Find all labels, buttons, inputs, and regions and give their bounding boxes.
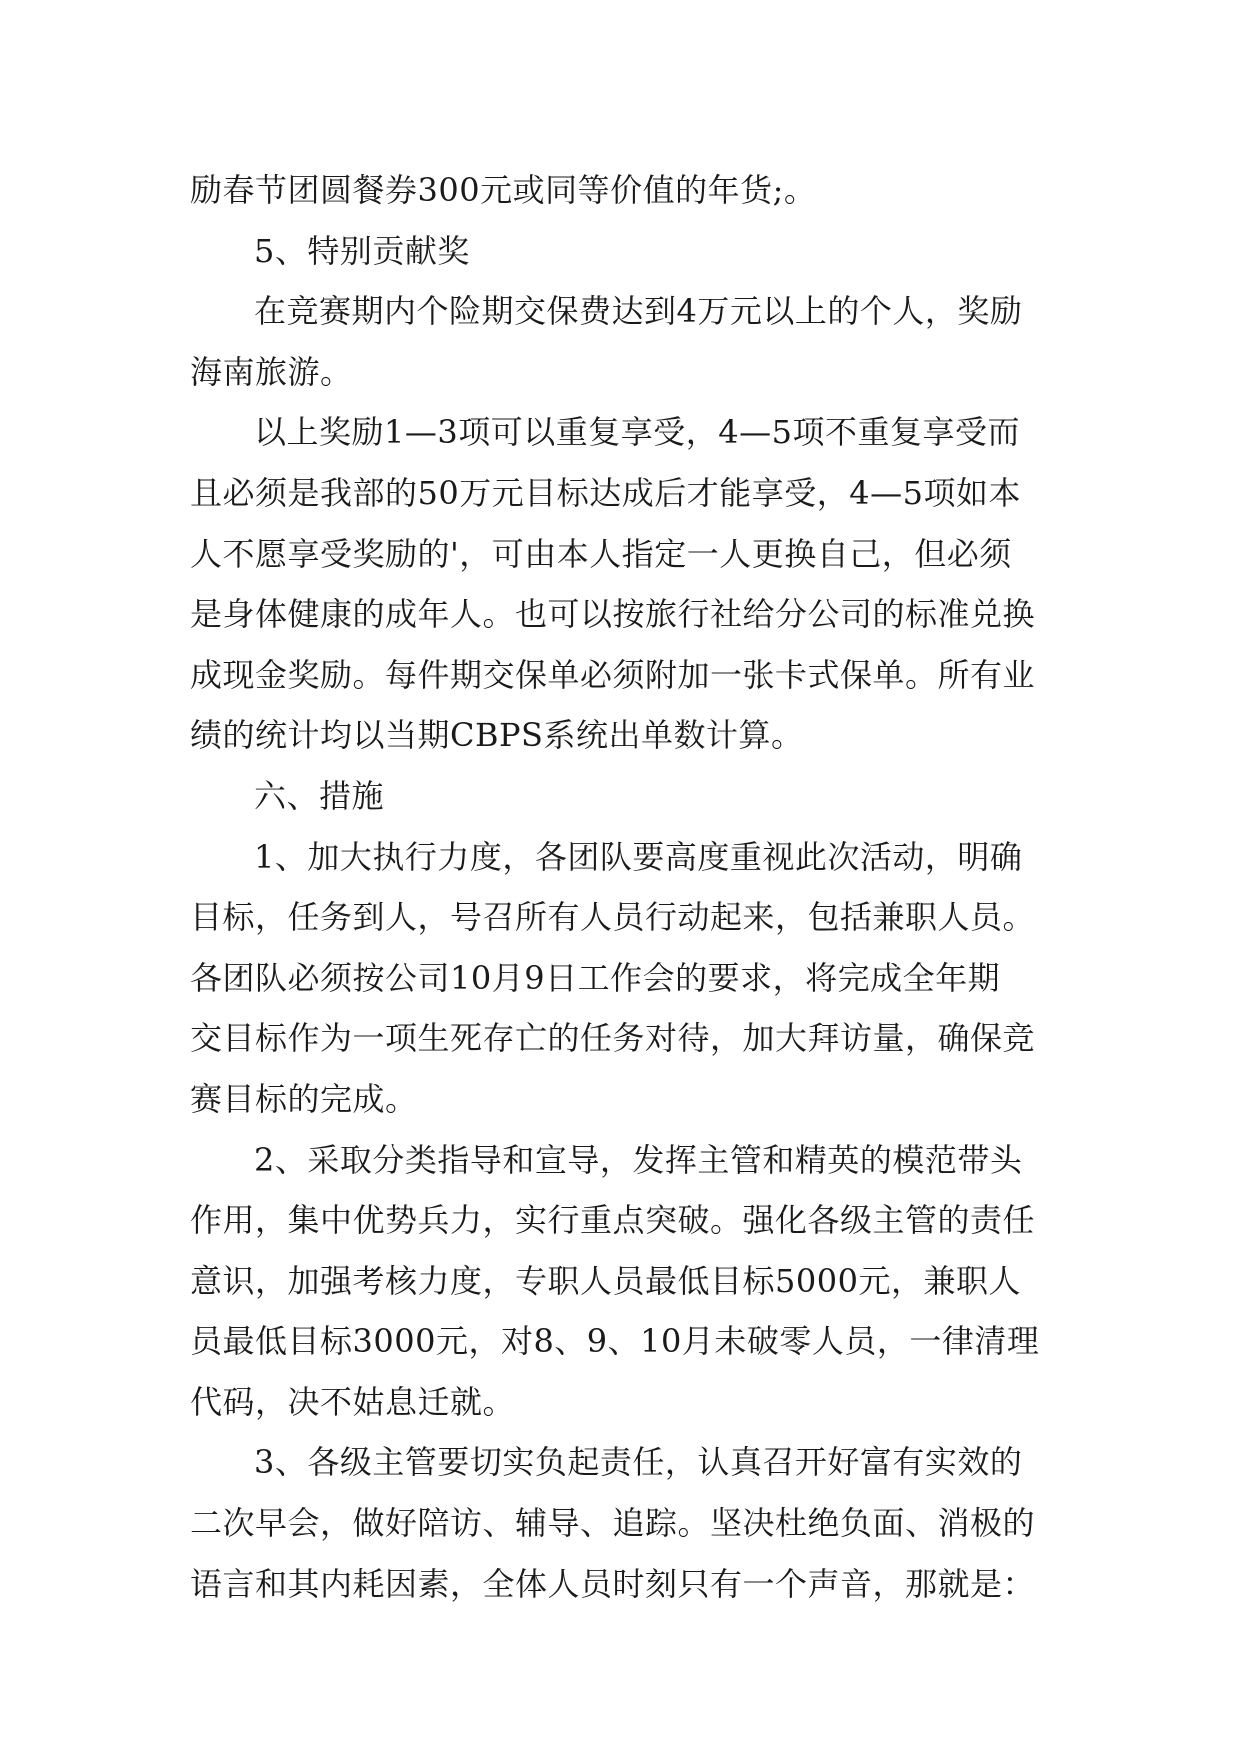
text-line: 是身体健康的成年人。也可以按旅行社给分公司的标准兑换 (190, 595, 1036, 634)
text-line: 1、加大执行力度，各团队要高度重视此次活动，明确 (254, 837, 1023, 876)
text-line: 交目标作为一项生死存亡的任务对待，加大拜访量，确保竞 (190, 1019, 1036, 1058)
text-line: 人不愿享受奖励的'，可由本人指定一人更换自己，但必须 (190, 534, 1012, 573)
text-line: 以上奖励1—3项可以重复享受，4—5项不重复享受而 (254, 413, 1020, 452)
text-line: 5、特别贡献奖 (254, 231, 470, 270)
text-line: 二次早会，做好陪访、辅导、追踪。坚决杜绝负面、消极的 (190, 1504, 1036, 1543)
text-line: 励春节团圆餐券300元或同等价值的年货;。 (190, 171, 817, 209)
text-line: 六、措施 (254, 776, 385, 815)
text-line: 海南旅游。 (190, 352, 353, 391)
text-line: 成现金奖励。每件期交保单必须附加一张卡式保单。所有业 (190, 655, 1036, 694)
text-line: 作用，集中优势兵力，实行重点突破。强化各级主管的责任 (190, 1201, 1036, 1240)
text-line: 目标，任务到人，号召所有人员行动起来，包括兼职人员。 (190, 898, 1036, 937)
text-line: 各团队必须按公司10月9日工作会的要求，将完成全年期 (190, 958, 1001, 997)
text-line: 绩的统计均以当期CBPS系统出单数计算。 (190, 716, 804, 755)
text-line: 意识，加强考核力度，专职人员最低目标5000元，兼职人 (190, 1261, 1021, 1300)
text-line: 员最低目标3000元，对8、9、10月未破零人员，一律清理 (190, 1322, 1040, 1361)
text-line: 赛目标的完成。 (190, 1079, 418, 1118)
text-line: 且必须是我部的50万元目标达成后才能享受，4—5项如本 (190, 473, 1021, 512)
text-line: 2、采取分类指导和宣导，发挥主管和精英的模范带头 (254, 1140, 1023, 1179)
text-line: 在竞赛期内个险期交保费达到4万元以上的个人，奖励 (254, 292, 1023, 331)
text-line: 3、各级主管要切实负起责任，认真召开好富有实效的 (254, 1443, 1023, 1482)
text-line: 代码，决不姑息迁就。 (190, 1382, 516, 1421)
text-line: 语言和其内耗因素，全体人员时刻只有一个声音，那就是： (190, 1564, 1036, 1603)
document-body (190, 160, 1070, 1614)
